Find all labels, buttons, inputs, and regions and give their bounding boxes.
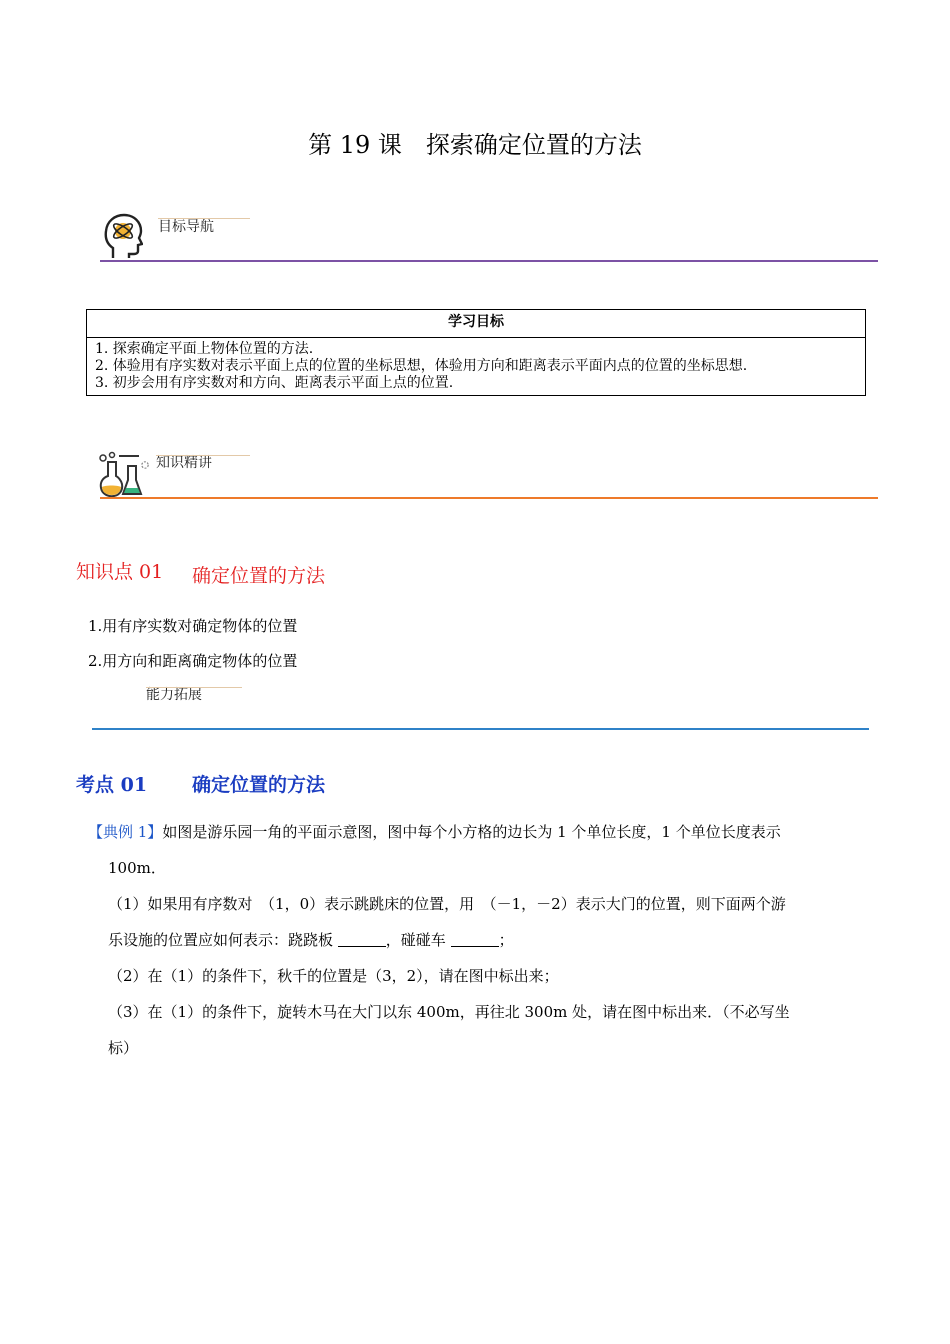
goals-table-header: 学习目标 — [87, 310, 865, 338]
ability-nav-underline — [146, 687, 242, 688]
ability-divider — [92, 728, 869, 730]
question-2: （2）在（1）的条件下，秋千的位置是（3，2），请在图中标出来； — [108, 967, 559, 985]
goals-line-1: 1. 探索确定平面上物体位置的方法. — [95, 341, 314, 357]
goals-line-2: 2. 体验用有序实数对表示平面上点的位置的坐标思想，体验用方向和距离表示平面内点的位置的坐标思想. — [95, 358, 748, 374]
knowledge-point-number: 知识点 01 — [76, 561, 164, 583]
knowledge-nav-underline — [156, 455, 250, 456]
sparkle-icon — [140, 455, 150, 465]
goals-table — [86, 309, 866, 396]
example-intro-line-1: 【典例 1】如图是游乐园一角的平面示意图，图中每个小方格的边长为 1 个单位长度，1 个单位长度表示 — [88, 823, 781, 841]
head-brain-icon — [103, 212, 143, 260]
goals-line-3: 3. 初步会用有序实数对和方向、距离表示平面上点的位置. — [95, 375, 454, 391]
ability-nav-label: 能力拓展 — [146, 687, 202, 703]
goals-nav-underline — [158, 218, 250, 219]
exam-point-title: 确定位置的方法 — [192, 774, 326, 796]
page-title: 第 19 课 探索确定位置的方法 — [308, 131, 642, 159]
question-3-line-2: 标） — [108, 1039, 139, 1057]
knowledge-item-2: 2.用方向和距离确定物体的位置 — [88, 652, 298, 670]
goals-nav-label: 目标导航 — [158, 219, 214, 235]
knowledge-nav-label: 知识精讲 — [156, 455, 212, 471]
knowledge-item-1: 1.用有序实数对确定物体的位置 — [88, 617, 298, 635]
exam-point-number: 考点 01 — [76, 774, 148, 796]
knowledge-point-title: 确定位置的方法 — [192, 565, 326, 587]
example-tag: 【典例 1】 — [88, 823, 163, 841]
example-1 — [88, 814, 868, 1066]
answer-blank-bumper-car[interactable] — [451, 931, 499, 947]
example-intro-line-2: 100m． — [108, 859, 166, 877]
question-1-line-2: 乐设施的位置应如何表示：跷跷板 ，碰碰车 ； — [108, 931, 514, 949]
question-1-line-1: （1）如果用有序数对 （1，0）表示跳跳床的位置，用 （－1，－2）表示大门的位置，则下面两个游 — [108, 895, 786, 913]
goals-divider — [100, 260, 878, 262]
question-3-line-1: （3）在（1）的条件下，旋转木马在大门以东 400m，再往北 300m 处，请在图中标出来．（不必写坐 — [108, 1003, 790, 1021]
flask-icon — [99, 450, 145, 498]
answer-blank-seesaw[interactable] — [338, 931, 386, 947]
knowledge-divider — [100, 497, 878, 499]
